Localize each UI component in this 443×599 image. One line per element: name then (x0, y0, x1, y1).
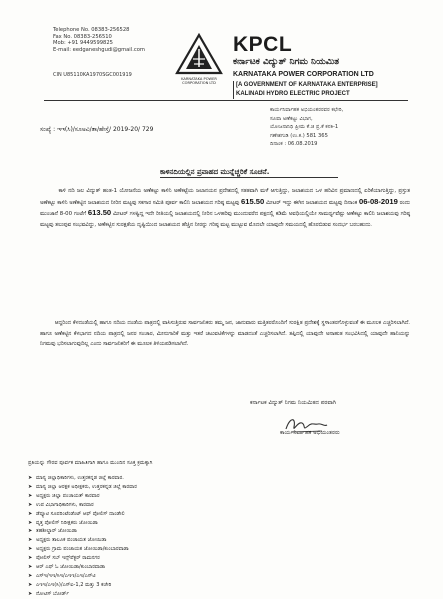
subject-underline (160, 177, 338, 178)
para1-mid: ಮೀಟರ್ ಇದ್ದು ಈಗಿನ ಜಲಾಶಯದ ಮಟ್ಟವು ದಿನಾಂಕ (266, 199, 358, 206)
kpcl-logo-icon (175, 33, 223, 75)
body-paragraph-2 (40, 318, 410, 350)
list-item: ➤ ಉಪ ವಿಭಾಗಾಧಿಕಾರಿಗಳು, ಕಾರವಾರ (28, 501, 94, 508)
office-date: ದಿನಾಂಕ : 06.08.2019 (270, 141, 318, 147)
gov-line-1: [A GOVERNMENT OF KARNATAKA ENTERPRISE] (236, 82, 378, 88)
fax-line: Fax No. 08383-256510 (53, 33, 112, 40)
list-item: ➤ ಎಇಇ/ಎಇ(ಸಿ)/ಎಸ್‌ಐ-1,2 ಮತ್ತು 3 ಕಚೇರಿ (28, 581, 112, 588)
telephone-line: Telephone No. 08383-256528 (53, 27, 130, 33)
max-level-value: 615.50 (241, 196, 265, 206)
gov-line-2: KALINADI HYDRO ELECTRIC PROJECT (236, 91, 350, 97)
signing-organization: ಕರ್ನಾಟಕ ವಿದ್ಯುತ್ ನಿಗಮ ನಿಯಮಿತದ ಪರವಾಗಿ (250, 400, 336, 406)
email-line: E-mail: eedganeshgudi@gmail.com (53, 46, 145, 53)
para1-time: ರಂದು ಮುಂಜಾನೆ 8-00 (40, 199, 411, 217)
mobile-line: Mob: +91 9449599825 (53, 40, 113, 47)
org-short-name: KPCL (233, 33, 293, 56)
copy-to-heading: ಪ್ರತಿಯನ್ನು ಗೌರವ ಪೂರ್ವಕ ಮಾಹಿತಿಗಾಗಿ ಹಾಗೂ ಮುಂದಿನ ಸೂಕ್ತ ಕ್ರಮಕ್ಕಾಗಿ (28, 460, 153, 466)
org-kannada-name: ಕರ್ನಾಟಕ ವಿದ್ಯುತ್ ನಿಗಮ ನಿಯಮಿತ (233, 57, 340, 67)
office-line: ಸೂಪಾ ಅಣೆಕಟ್ಟು ವಿಭಾಗ, (270, 115, 313, 122)
reference-number: ಸಂಖ್ಯೆ : ಇಇ(ಸಿ)/ಸೂಅವಿ/ತಾ/ಹೇಸ್ತೆ/ 2019-20/ 729 (40, 126, 154, 133)
signatory-designation: ಕಾರ್ಯನಿರ್ವಾಹಕ ಅಭಿಯಂತರರು (280, 430, 340, 436)
para2-text: ಆದ್ದರಿಂದ ಕೆಳದಂಡೆಯಲ್ಲಿ ಹಾಗೂ ನದಿಯ ದಂಡೆಯ ಪಾತ್ರದಲ್ಲಿ ವಾಸಿಸುತ್ತಿರುವ ಸಾರ್ವಜನಿಕರು ತಮ್ಮ ಜನ, ಜಾನುವಾರು ಮತ್ತಿತರರೊಂದಿಗೆ ಸುರಕ್ಷಿತ ಪ್ರದೇಶಕ್ಕೆ ಸ್ಥಳಾಂತರಗೊಳ್ಳುವಂತೆ ಈ ಮೂಲಕ ಎಚ್ಚರಿಸಲಾಗಿದೆ. ಹಾಗೂ ಅಣೆಕಟ್ಟಿನ ಕೆಳಭಾಗದ ನದಿಯ ಪಾತ್ರದಲ್ಲಿ ಜನರ ಸಂಚಾರ, ಮೀನುಗಾರಿಕೆ ಮತ್ತು ಇತರೆ ಚಟುವಟಿಕೆಗಳನ್ನು ಮಾಡದಂತೆ ಎಚ್ಚರಿಸಲಾಗಿದೆ. ತಪ್ಪಿದಲ್ಲಿ ಯಾವುದೇ ಅನಾಹುತ ಸಂಭವಿಸಿದಲ್ಲಿ ಯಾವುದೇ ಹಾನಿಯನ್ನು ನಿಗಮವು ಭರಿಸಲಾಗುವುದಿಲ್ಲ ಎಂದು ಸಾರ್ವಜನಿಕರಿಗೆ ಈ ಮೂಲಕ ತಿಳಿಯಪಡಿಸಲಾಗಿದೆ. (40, 320, 410, 347)
notice-date-value: 06-08-2019 (358, 196, 398, 206)
list-item: ➤ ಎಸ್‌ಇ/ಇಇ/ಸಿಇ/ಎಇಇ/ಎಇ/ಎಸ್‌ಟಿ (28, 572, 96, 579)
list-item: ➤ ಅಧ್ಯಕ್ಷರು ಜಿಲ್ಲಾ ಪಂಚಾಯತ್ ಕಾರವಾರ (28, 492, 100, 499)
cin-number: CIN U85110KA1970SGC001919 (53, 72, 132, 78)
contact-block (53, 27, 145, 53)
para1-lead: ಕಾಳಿ ನದಿ ಜಲ ವಿದ್ಯುತ್ ಹಂತ-1 ಯೋಜನೆಯ ಅಣೆಕಟ್ಟು ಕಾಳಿನಿ ಅಣೆಕಟ್ಟೆಯ ಜಲಾನಯನ ಪ್ರದೇಶದಲ್ಲಿ ಸತತವಾಗಿ ಮಳೆ ಆಗುತ್ತಿದ್ದು, ಜಲಾಶಯದ ಒಳ ಹರಿವಿನ ಪ್ರಮಾಣದಲ್ಲಿ ಏರಿಕೆಯಾಗುತ್ತಿದ್ದು, ಪ್ರಸ್ತುತ ಅಣೆಕಟ್ಟು ಕಾಳಿನಿ ಅಣೆಕಟ್ಟಿನ ಜಲಾಶಯದ ನೀರಿನ ಮಟ್ಟವು ಸಕಗಾರ ಸಮಿತಿ ಪೂರ್ವ ಕಾಲಿನಿ ಜಲಾಶಯದ ಗರಿಷ್ಠ ಮಟ್ಟವು (40, 188, 410, 206)
office-line: ಯೋಜನಾನಿಧಿ ಪ್ರೀಮ ಕೆ.ಜಿ ಪ್ರ.ಕೆ ಕನಕಿ-1 (270, 124, 339, 130)
list-item: ➤ ಅಧ್ಯಕ್ಷರು ತಾಲೂಕ ಪಂಚಾಯತ ಜೋಯಿಡಾ (28, 537, 107, 544)
government-enterprise-box (233, 81, 378, 99)
office-line: ಕಾರ್ಯನಿರ್ವಾಹಕ ಅಭಿಯಂತರರವರ ಕಛೇರಿ, (270, 107, 344, 113)
list-item: ➤ ಪೋಲಿಸ್ ಸಬ್ ಇನ್ಸ್‌ಪೆಕ್ಟರ್ ರಾಮನಗರ (28, 555, 100, 562)
office-address (270, 106, 343, 149)
logo-caption (168, 77, 230, 86)
para1-tail: ಮೀಟರ್ ಗಳಷ್ಟಿದ್ದ ಇದೇ ರೀತಿಯಲ್ಲಿ ಜಲಾಶಯದಲ್ಲಿ ನೀರಿನ ಒಳಹರಿವು ಮುಂದುವರೆದ ಪಕ್ಷದಲ್ಲಿ ಕಡಿಮೆ ಅವಧಿಯಲ್ಲಿಯೇ ಸಾಮರ್ಥ್ಯವೆಷ್ಟು ಅಣೆಕಟ್ಟು ಕಾಲಿನಿ ಜಲಾಶಯವು ಗರಿಷ್ಠ ಮಟ್ಟವು ತಲುಪುವ ಸಂಭವವಿದ್ದು, ಅಣೆಕಟ್ಟಿನ ಸುರಕ್ಷತೆಯ ದೃಷ್ಟಿಯಿಂದ ಜಲಾಶಯದ ಹೆಚ್ಚಿನ ನೀರನ್ನು ಗರಿಷ್ಠ ಮಟ್ಟ ಮುಟ್ಟುವ ಮೊದಲೇ ಯಾವುದೇ ಸಮಯದಲ್ಲಿ ಹೊರಬಿಡುವ ಸಂದರ್ಭ ಬರಬಹುದು. (40, 211, 410, 228)
para1-hour: ಗಂಟೆಗೆ (73, 211, 87, 217)
body-paragraph-1 (40, 186, 410, 230)
list-item: ➤ ಅಧ್ಯಕ್ಷರು ಗ್ರಾಮ ಪಂಚಾಯತ ಜೋಯಿಡಾ/ಕುಂಬಾರವಾಡಾ (28, 546, 129, 553)
copy-to-list (28, 474, 137, 599)
list-item: ➤ ವೃತ್ತ ಪೋಲಿಸ್ ನಿರೀಕ್ಷಕರು ಜೋಯಿಡಾ (28, 519, 98, 526)
office-line: ಗಣೇಶಗುಡಿ (ಉ.ಕ.) 581 365 (270, 132, 328, 139)
logo-caption-line-1: KARNATAKA POWER (181, 77, 217, 81)
subject-heading: ಕಾಳಿನದಿಯಲ್ಲಿನ ಪ್ರವಾಹದ ಮುನ್ನೆಚ್ಚರಿಕೆ ಸೂಚನೆ. (160, 168, 270, 176)
list-item: ➤ ಮಾನ್ಯ ಜಿಲ್ಲಾ ಆರಕ್ಷಕ ಅಧೀಕ್ಷಕರು, ಉತ್ತರಕನ್ನಡ ಜಿಲ್ಲೆ ಕಾರವಾರ (28, 483, 137, 490)
list-item: ➤ ಆರ್ ಎಫ್ ಓ ಜೋಯಿಡಾ/ಕುಂಬಾರವಾಡಾ (28, 564, 105, 571)
current-level-value: 613.50 (87, 208, 112, 217)
header-divider (44, 100, 408, 101)
list-item: ➤ ಮಾನ್ಯ ಜಿಲ್ಲಾಧಿಕಾರಿಗಳು, ಉತ್ತರಕನ್ನಡ ಜಿಲ್ಲೆ ಕಾರವಾರ. (28, 475, 124, 481)
list-item: ➤ ಡೆಪ್ಯೂಟಿ ಸೂಪರಿಂಟೆಂಡೆಂಟ್ ಆಫ್ ಪೋಲಿಸ್ ದಾಂಡೇಲಿ (28, 510, 125, 517)
list-item: ➤ ನೋಟಿಸ್ ಬೋರ್ಡ್ (28, 590, 69, 597)
list-item: ➤ ತಹಶೀಲ್ದಾರ್ ಜೋಯಿಡಾ (28, 528, 77, 535)
org-english-name: KARNATAKA POWER CORPORATION LTD (233, 71, 374, 78)
logo-caption-line-2: CORPORATION LTD (182, 81, 216, 86)
